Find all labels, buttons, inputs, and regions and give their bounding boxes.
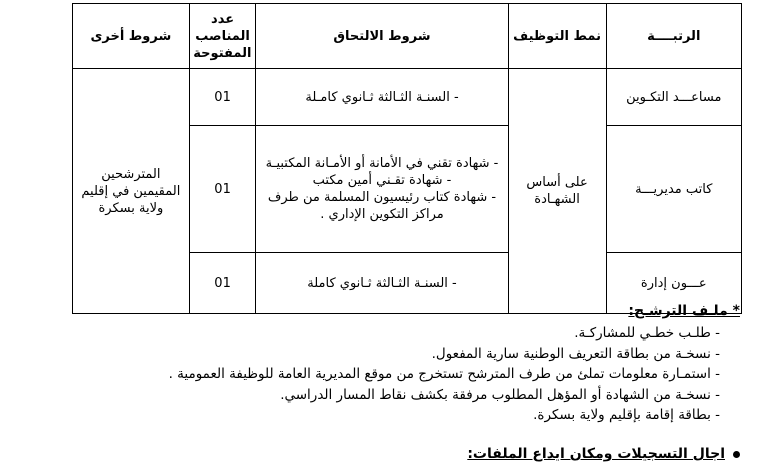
condition-line: - شهادة تقني في الأمانة أو الأمـانة المكتبيـة xyxy=(265,156,499,171)
other-conditions-cell: المترشحين المقيمين في إقليم ولاية بسكرة xyxy=(73,69,190,314)
positions-table xyxy=(72,3,742,314)
count-cell: 01 xyxy=(189,69,256,126)
dossier-list xyxy=(20,323,720,426)
rank-cell: مساعـــد التكـوين xyxy=(606,69,741,126)
list-item: - نسخـة من الشهادة أو المؤهل المطلوب مرفقة بكشف نقاط المسار الدراسي. xyxy=(280,386,720,403)
conditions-cell xyxy=(256,253,508,314)
rank-cell: عـــون إدارة xyxy=(606,253,741,314)
count-cell: 01 xyxy=(189,126,256,253)
list-item: - استمـارة معلومات تملئ من طرف المترشح تستخرج من موقع المديرية العامة للوظيفة العمومية . xyxy=(168,366,720,382)
condition-line: - السنـة الثـالثة ثـانوي كامـلة xyxy=(305,89,459,105)
conditions-cell xyxy=(256,69,508,126)
mode-cell: على أساس الشهـادة xyxy=(508,69,606,314)
rank-cell: كاتب مديريـــة xyxy=(606,126,741,253)
dossier-title: * ملـف الترشـح: xyxy=(628,303,740,319)
header-other: شروط أخرى xyxy=(73,4,190,69)
table-header-row xyxy=(73,4,742,69)
deadline-heading xyxy=(467,446,740,462)
list-item: - طلـب خطـي للمشاركـة. xyxy=(574,325,720,341)
bullet-icon xyxy=(733,451,740,458)
header-count: عدد المناصب المفتوحة xyxy=(189,4,256,69)
count-cell: 01 xyxy=(189,253,256,314)
deadline-title: اجال التسجيلات ومكان ايداع الملفات: xyxy=(467,446,725,462)
header-mode: نمط التوظيف xyxy=(508,4,606,69)
table-row xyxy=(73,69,742,126)
header-conditions: شروط الالتحاق xyxy=(256,4,508,69)
condition-line: - السنـة الثـالثة ثـانوي كاملة xyxy=(307,275,457,291)
list-item: - نسخـة من بطاقة التعريف الوطنية سارية المفعول. xyxy=(431,345,720,362)
condition-line: - شهادة كتاب رئيسيون المسلمة من طرف مراكز التكوين الإداري . xyxy=(267,190,497,222)
condition-line: - شهادة تقـني أمين مكتب xyxy=(312,173,452,188)
header-rank: الرتبــــة xyxy=(606,4,741,69)
conditions-cell xyxy=(256,126,508,253)
list-item: - بطاقة إقامة بإقليم ولاية بسكرة. xyxy=(533,407,720,423)
